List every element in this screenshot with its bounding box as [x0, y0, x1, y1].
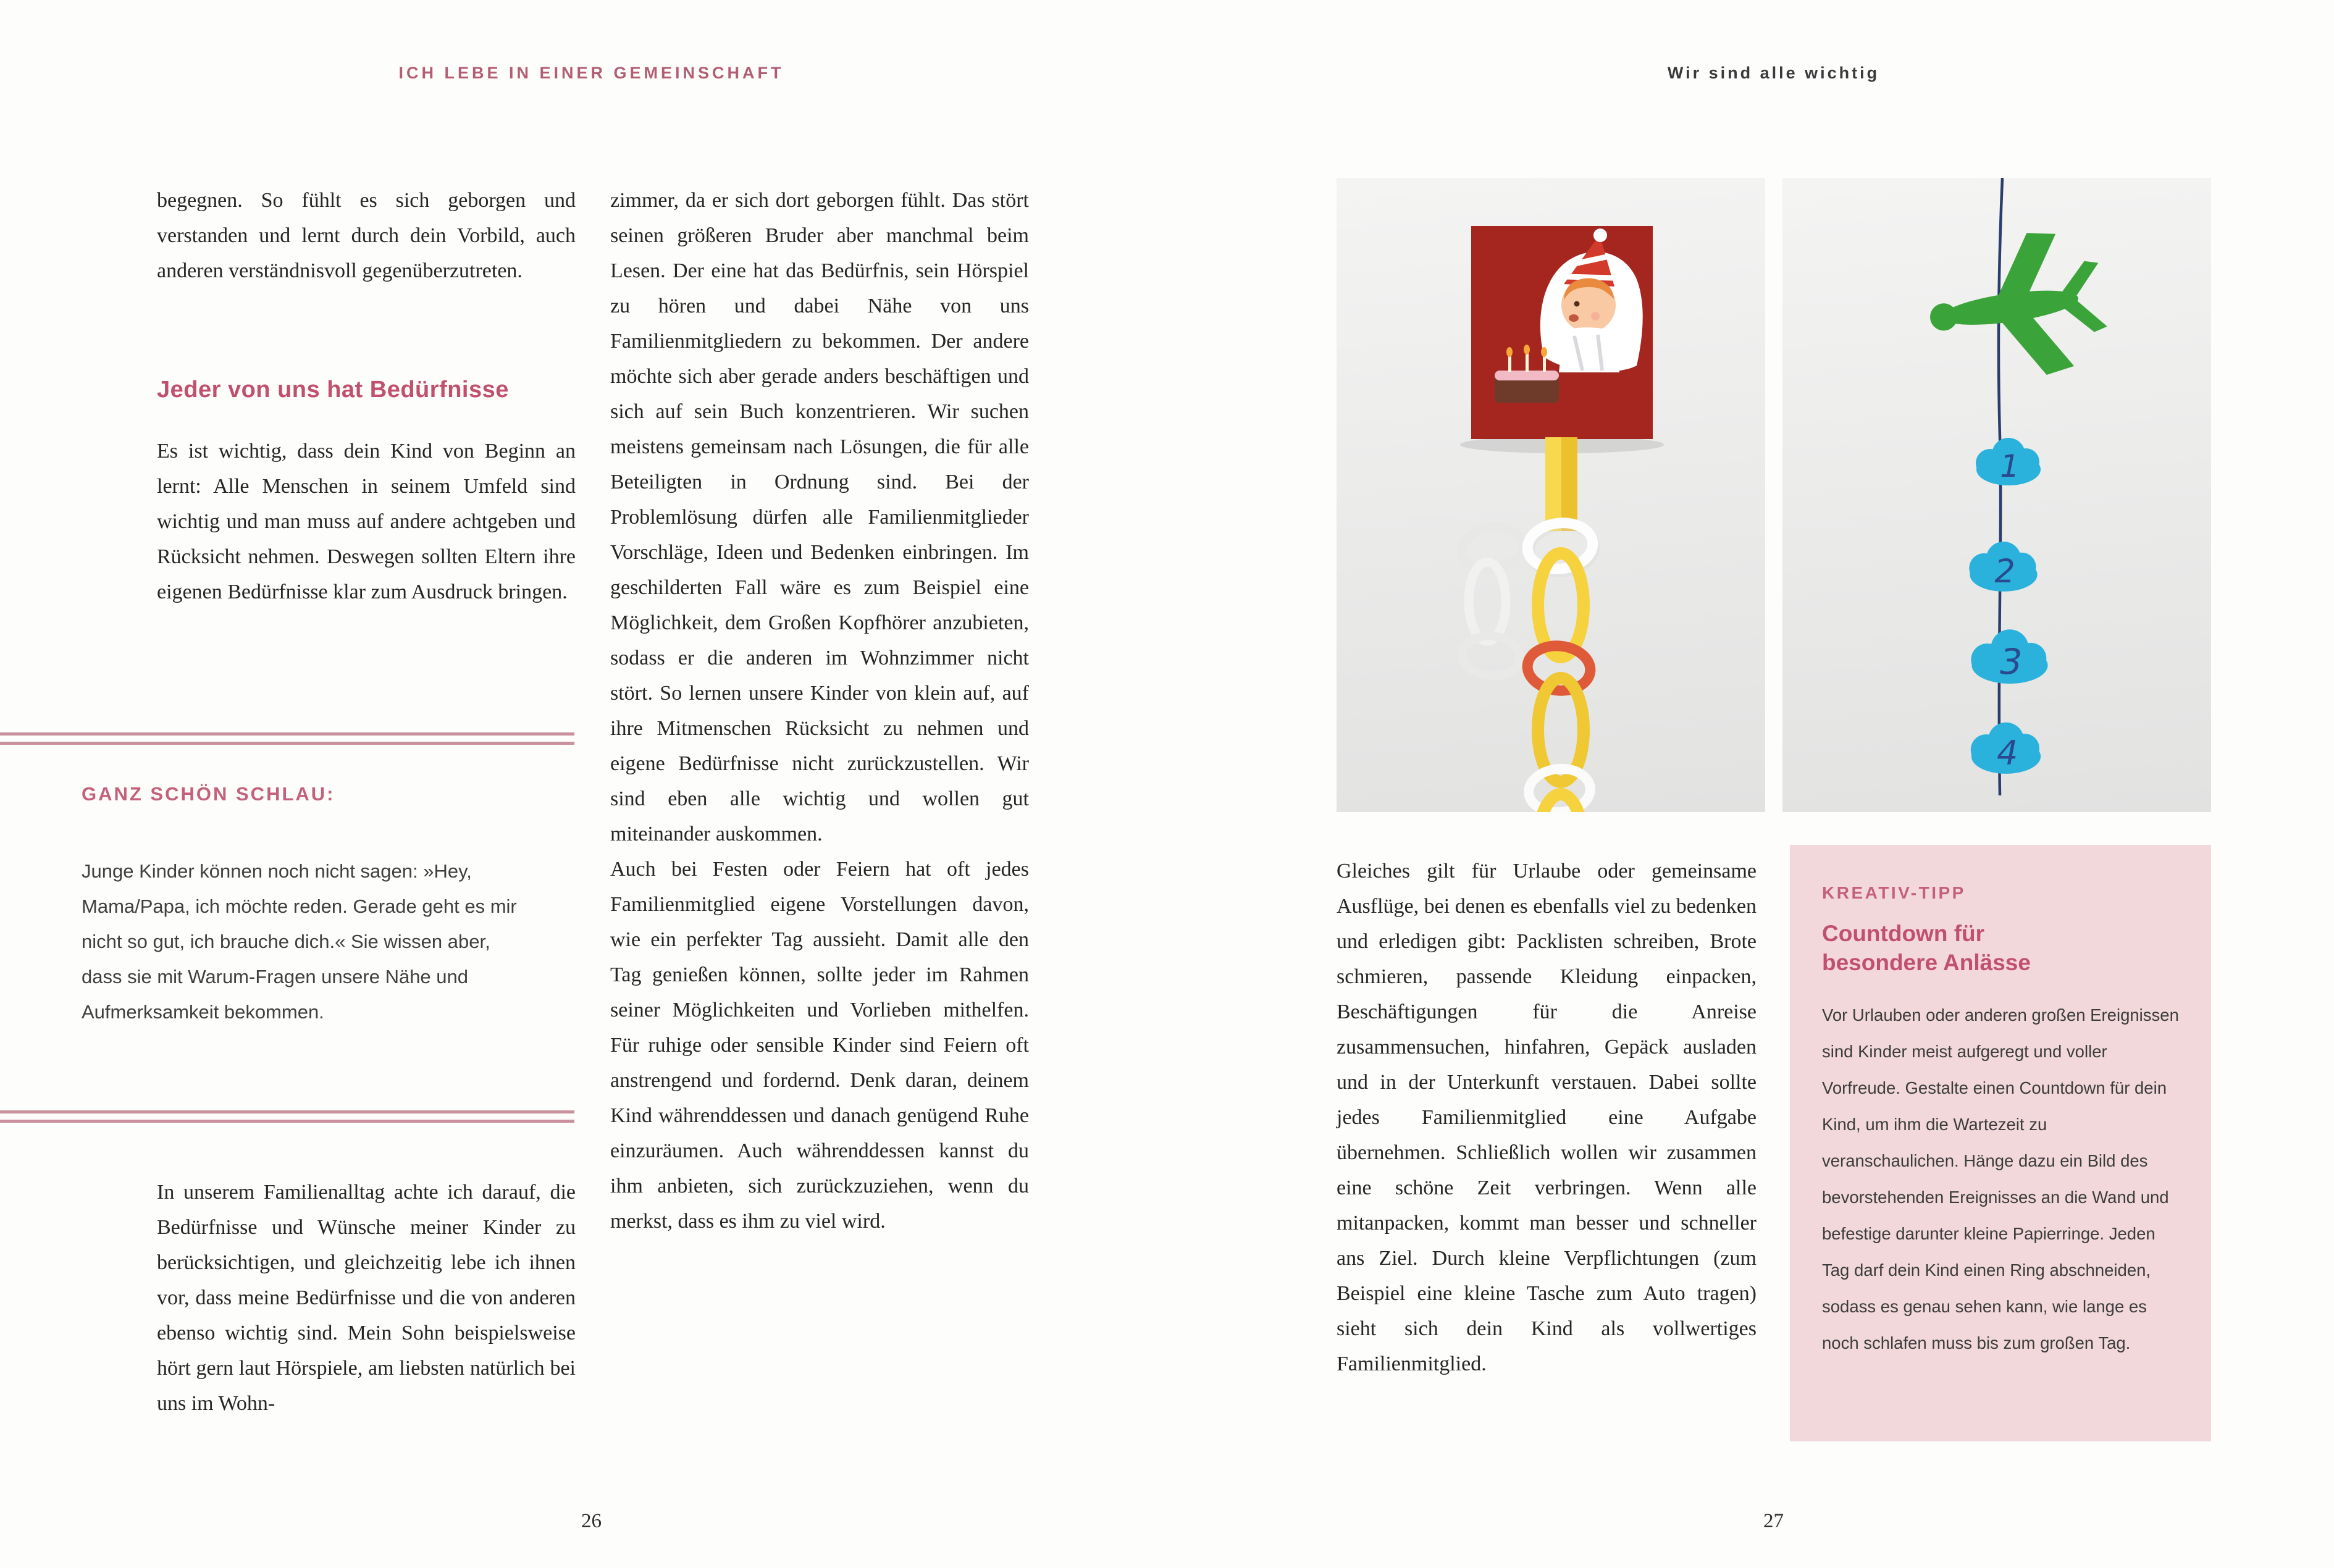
left-col2-paragraph-1: zimmer, da er sich dort geborgen fühlt. Das stört seinen größeren Bruder aber manchmal beim Lesen. Der eine hat das Bedürfnis, sein Hörspiel zu hören und dabei Nähe von uns Familienmitgliedern zu bekommen. Der andere möchte sich aber gerade anders beschäftigen und sich auf sein Buch konzentrieren. Wir suchen meistens gemeinsam nach Lösungen, die für alle Beteiligten in Ordnung sind. Bei der Problemlösung dürfen alle Familienmitglieder Vorschläge, Ideen und Bedenken einbringen. Im geschilderten Fall wäre es zum Beispiel eine Möglichkeit, dem Großen Kopfhörer anzubieten, sodass er die anderen im Wohnzimmer nicht stört. So lernen unsere Kinder von klein auf, auf ihre Mitmenschen Rücksicht zu nehmen und eigene Bedürfnisse nicht zurückzustellen. Wir sind eben alle wichtig und wollen gut miteinander auskommen.	[610, 189, 1029, 845]
chain-link-orange	[1526, 643, 1593, 694]
left-col2	[610, 183, 1029, 1239]
right-col1-paragraph-1: Gleiches gilt für Urlaube oder gemeinsame Ausflüge, bei denen es ebenfalls viel zu bedenken und erledigen gibt: Packlisten schreiben, Brote schmieren, passende Kleidung einpacken, Beschäftigungen für die Anreise zusammensuchen, hinfahren, Gepäck ausladen und in der Unterkunft verstauen. Dabei sollte jedes Familienmitglied eine Aufgabe übernehmen. Schließlich wollen wir zusammen eine schöne Zeit verbringen. Wenn alle mitanpacken, kommt man besser und schneller ans Ziel. Durch kleine Verpflichtungen (zum Beispiel eine kleine Tasche zum Auto tragen) sieht sich dein Kind als vollwertiges Familienmitglied.	[1337, 860, 1757, 1375]
page-number-right: 27	[1763, 1510, 1784, 1532]
cloud-3	[1971, 629, 2047, 684]
infobox-title: GANZ SCHÖN SCHLAU:	[82, 783, 335, 805]
cloud-number-1: 1	[2000, 448, 2020, 484]
tipbox-label: KREATIV-TIPP	[1822, 883, 1966, 902]
airplane-cloud-countdown-photo	[1782, 178, 2211, 812]
paper-chain-illustration	[1337, 178, 1765, 812]
cloud-number-4: 4	[1996, 733, 2018, 773]
tipbox-text: Vor Urlauben oder anderen großen Ereignissen sind Kinder meist aufgeregt und voller Vorfreude. Gestalte einen Countdown für dein Kind, um ihm die Wartezeit zu veranschaulichen. Hänge dazu ein Bild des bevorstehenden Ereignisses an die Wand und befestige darunter kleine Papierringe. Jeden Tag darf dein Kind einen Ring abschneiden, sodass es genau sehen kann, wie lange es noch schlafen muss bis zum großen Tag.	[1822, 1005, 2179, 1352]
hanging-string	[1999, 178, 2002, 795]
left-col1-paragraph-1: begegnen. So fühlt es sich geborgen und verstanden und lernt durch dein Vorbild, auch anderen verständnisvoll gegenüberzutreten.	[157, 189, 576, 282]
faint-white-chain	[1458, 522, 1526, 679]
paper-chain	[1525, 437, 1597, 812]
cloud-1	[1976, 438, 2041, 485]
divider-double-rule-top	[0, 732, 574, 745]
page-number-left: 26	[581, 1510, 602, 1532]
left-col2-paragraph-2: Auch bei Festen oder Feiern hat oft jedes Familienmitglied eigene Vorstellungen davon, wie ein perfekter Tag aussieht. Damit alle den Tag genießen können, sollte jeder im Rahmen seiner Möglichkeiten und Vorlieben mithelfen. Für ruhige oder sensible Kinder sind Feiern oft anstrengend und fordernd. Denk daran, deinem Kind währenddessen und danach genügend Ruhe einzuräumen. Auch währenddessen kannst du ihm anbieten, sich zurückzuziehen, wenn du merkst, dass es ihm zu viel wird.	[610, 858, 1029, 1233]
birthday-card	[1471, 226, 1653, 439]
infobox-text: Junge Kinder können noch nicht sagen: »Hey, Mama/Papa, ich möchte reden. Gerade geht es mir nicht so gut, ich brauche dich.« Sie wissen aber, dass sie mit Warum-Fragen unsere Nähe und Aufmerksamkeit bekommen.	[82, 860, 517, 1023]
cloud-2	[1969, 542, 2037, 592]
left-col1-paragraph-2: Es ist wichtig, dass dein Kind von Beginn an lernt: Alle Menschen in seinem Umfeld sind wichtig und man muss auf andere achtgeben und Rücksicht nehmen. Deswegen sollten Eltern ihre eigenen Bedürfnisse klar zum Ausdruck bringen.	[157, 440, 576, 603]
paper-chain-countdown-photo	[1337, 178, 1765, 812]
running-head-left: ICH LEBE IN EINER GEMEINSCHAFT	[398, 64, 784, 82]
airplane-icon	[1920, 224, 2113, 390]
child-shirt	[1559, 327, 1619, 372]
countdown-mobile-illustration	[1782, 178, 2211, 812]
kreativ-tipp-box	[1790, 845, 2211, 1441]
section-heading-beduerfnisse: Jeder von uns hat Bedürfnisse	[157, 377, 509, 403]
cloud-number-2: 2	[1994, 553, 2015, 591]
tipbox-title: Countdown für besondere Anlässe	[1822, 921, 2031, 975]
cloud-number-3: 3	[2000, 642, 2023, 683]
left-col1-paragraph-3: In unserem Familienalltag achte ich darauf, die Bedürfnisse und Wünsche meiner Kinder zu berücksichtigen, und gleichzeitig lebe ich ihnen vor, dass meine Bedürfnisse und die von anderen ebenso wichtig sind. Mein Sohn beispielsweise hört gern laut Hörspiele, am liebsten natürlich bei uns im Wohn-	[157, 1181, 576, 1415]
divider-double-rule-bottom	[0, 1110, 574, 1123]
running-head-right: Wir sind alle wichtig	[1667, 64, 1880, 82]
cloud-4	[1971, 723, 2041, 774]
